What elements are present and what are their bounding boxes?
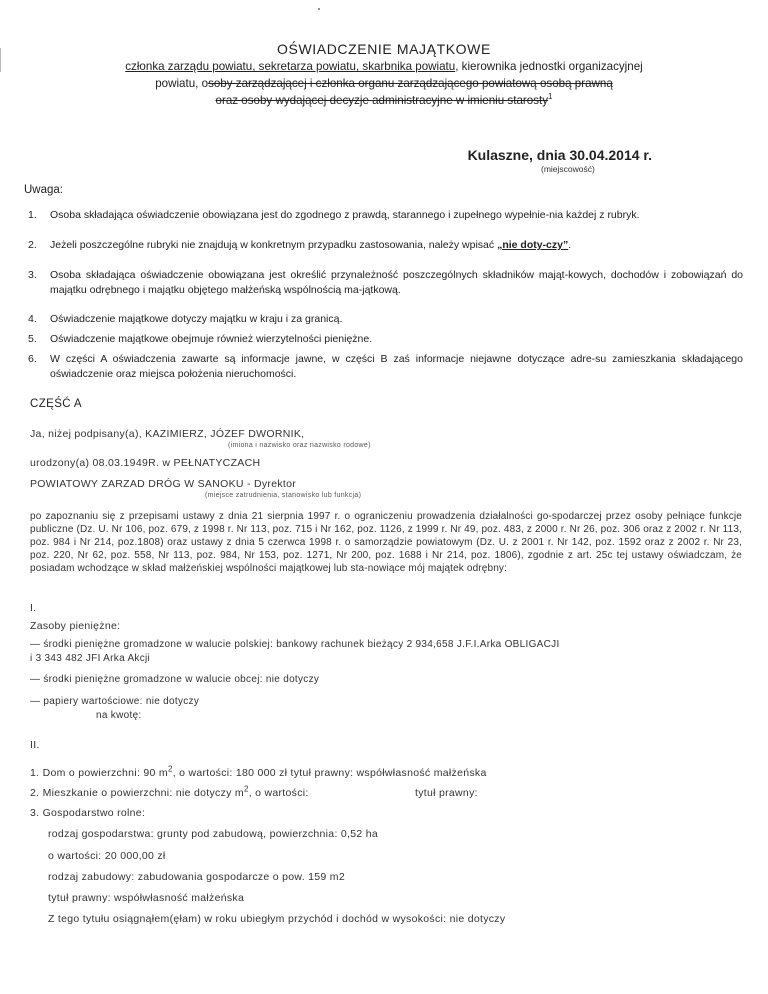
notice-number: 1. [28, 209, 37, 221]
apartment-area: 2. Mieszkanie o powierzchni: nie dotyczy m [30, 787, 244, 799]
scan-dust [318, 8, 320, 10]
farm-legal-title: tytuł prawny: współwłasność małżeńska [48, 892, 245, 904]
notice-text: Osoba składająca oświadczenie obowiązana jest określić przynależność poszczególnych składników mająt-kowych, dochodów i zobowiązań do majątku odrębnego i majątku objętego małżeńską wspólnością ma-jątkową. [50, 269, 743, 296]
house-line [30, 764, 487, 779]
document-title: OŚWIADCZENIE MAJĄTKOWE [277, 41, 491, 57]
notice-item [28, 352, 743, 381]
notice-item [28, 208, 743, 223]
notice-text: Oświadczenie majątkowe obejmuje również wierzytelności pieniężne. [50, 333, 373, 345]
pln-funds-line: — środki pieniężne gromadzone w walucie polskiej: bankowy rachunek bieżący 2 934,658 J.F.I.Arka OBLIGACJI [30, 639, 560, 650]
employer-caption: (miejsce zatrudnienia, stanowisko lub funkcja) [205, 492, 362, 499]
place-caption: (miejscowość) [541, 164, 595, 174]
place-and-date: Kulaszne, dnia 30.04.2014 r. [467, 147, 652, 163]
notice-item [28, 238, 743, 253]
pln-funds-line-2: i 3 343 482 JFI Arka Akcji [30, 653, 151, 664]
notice-item [28, 332, 743, 347]
apartment-line [30, 784, 309, 799]
notice-emphasis: „nie doty-czy” [497, 239, 569, 251]
employer-line: POWIATOWY ZARZAD DRÓG W SANOKU - Dyrektor [30, 478, 297, 490]
section-1-numeral: I. [30, 602, 37, 614]
securities-line: — papiery wartościowe: nie dotyczy [30, 696, 200, 707]
square-sup: 2 [243, 784, 249, 794]
kept-role-1: , kierownika jednostki organizacyjnej [455, 60, 643, 73]
notice-number: 6. [28, 353, 37, 365]
foreign-funds-line: — środki pieniężne gromadzone w walucie obcej: nie dotyczy [30, 674, 320, 685]
notice-label: Uwaga: [24, 184, 63, 196]
farm-buildings: rodzaj zabudowy: zabudowania gospodarcze o pow. 159 m2 [48, 871, 345, 883]
apartment-title: tytuł prawny: [415, 787, 478, 799]
signer-caption: (imiona i nazwisko oraz nazwisko rodowe) [228, 442, 371, 449]
securities-amount: na kwotę: [96, 710, 142, 721]
section-1-heading: Zasoby pieniężne: [30, 620, 121, 632]
struck-roles-2: soby zarządzającej i członka organu zarządzającego powiatową osobą prawną [208, 77, 613, 90]
notice-item [28, 312, 743, 327]
kept-role-2: powiatu, o [155, 77, 209, 90]
part-a-heading: CZĘŚĆ A [30, 398, 83, 410]
notice-text-part: Jeżeli poszczególne rubryki nie znajdują w konkretnym przypadku zastosowania, należy wpisać [50, 239, 498, 251]
farm-value: o wartości: 20 000,00 zł [48, 850, 166, 862]
notice-text: Osoba składająca oświadczenie obowiązana jest do zgodnego z prawdą, starannego i zupełnego wypełnie-nia każdej z rubryk. [50, 209, 640, 221]
footnote-marker: 1 [548, 92, 553, 102]
section-2-numeral: II. [30, 739, 40, 751]
birth-line: urodzony(a) 08.03.1949R. w PEŁNATYCZACH [30, 457, 261, 469]
legal-statement: po zapoznaniu się z przepisami ustawy z dnia 21 sierpnia 1997 r. o ograniczeniu prowadzenia działalności go-spodarczej przez osoby pełniące funkcje publiczne (Dz. U. Nr 106, poz. 679, z 1998 r. Nr 113, poz. 715 i Nr 162, poz. 1126, z 1999 r. Nr 49, poz. 483, z 2000 r. Nr 26, poz. 306 oraz z 2002 r. Nr 113, poz. 984 i Nr 214, poz.1808) oraz ustawy z dnia 5 czerwca 1998 r. o samorządzie powiatowym (Dz. U. z 2001 r. Nr 142, poz. 1592 oraz z 2002 r. Nr 23, poz. 220, Nr 62, poz. 558, Nr 113, poz. 984, Nr 153, poz. 1271, Nr 200, poz. 1688 i Nr 214, poz. 1806), zgodnie z art. 25c tej ustawy oświadczam, że posiadam wchodzące w skład małżeńskiej wspólności majątkowej lub sta-nowiące mój majątek odrębny: [30, 511, 742, 574]
recipient-line-1 [0, 60, 768, 73]
house-area: 1. Dom o powierzchni: 90 m [30, 767, 168, 779]
apartment-value: , o wartości: [248, 787, 309, 799]
notice-number: 5. [28, 333, 37, 345]
square-sup: 2 [167, 764, 173, 774]
notice-number: 4. [28, 313, 37, 325]
notice-number: 3. [28, 269, 37, 281]
signer-line: Ja, niżej podpisany(a), KAZIMIERZ, JÓZEF DWORNIK, [30, 428, 305, 440]
farm-type: rodzaj gospodarstwa: grunty pod zabudową, powierzchnia: 0,52 ha [48, 828, 379, 840]
notice-text [50, 238, 743, 253]
notice-number: 2. [28, 239, 37, 251]
house-value-title: , o wartości: 180 000 zł tytuł prawny: współwłasność małżeńska [172, 767, 487, 779]
recipient-line-2 [0, 77, 768, 90]
struck-roles-1: członka zarządu powiatu, sekretarza powiatu, skarbnika powiatu [125, 60, 456, 73]
notice-text: Oświadczenie majątkowe dotyczy majątku w kraju i za granicą. [50, 313, 343, 325]
farm-income: Z tego tytułu osiągnąłem(ęłam) w roku ubiegłym przychód i dochód w wysokości: nie dotyczy [48, 913, 506, 925]
notice-item [28, 268, 743, 297]
recipient-line-3 [0, 94, 768, 107]
farm-heading: 3. Gospodarstwo rolne: [30, 807, 146, 819]
struck-roles-3: oraz osoby wydającej decyzje administracyjne w imieniu starosty [215, 94, 549, 107]
notice-text-part: . [568, 239, 572, 251]
notice-text: W części A oświadczenia zawarte są informacje jawne, w części B zaś informacje niejawne dotyczące adre-su zamieszkania składającego oświadczenie oraz miejsca położenia nieruchomości. [50, 353, 743, 380]
